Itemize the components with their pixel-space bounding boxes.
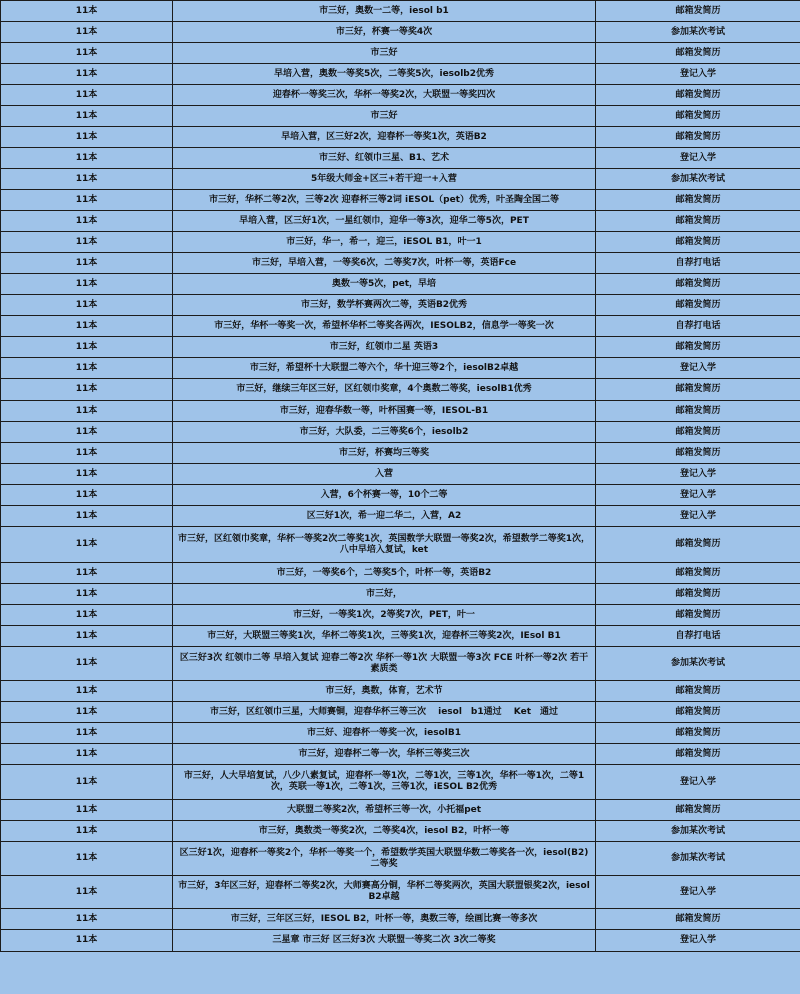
admission-cell: 邮箱发简历	[596, 106, 800, 127]
grade-cell: 11本	[1, 43, 173, 64]
achievements-cell: 市三好，华一，希一，迎三，iESOL B1，叶一1	[173, 232, 596, 253]
grade-cell: 11本	[1, 106, 173, 127]
table-row	[1, 64, 800, 85]
table-row	[1, 702, 800, 723]
admission-cell: 邮箱发简历	[596, 563, 800, 584]
admission-cell: 邮箱发简历	[596, 337, 800, 358]
achievements-cell: 区三好3次 红领巾二等 早培入复试 迎春二等2次 华杯一等1次 大联盟一等3次 FCE 叶杯一等2次 若干素质类	[173, 647, 596, 681]
grade-cell: 11本	[1, 506, 173, 527]
grade-cell: 11本	[1, 127, 173, 148]
table-row	[1, 190, 800, 211]
admission-cell: 自荐打电话	[596, 316, 800, 337]
table-row	[1, 127, 800, 148]
admission-cell: 邮箱发简历	[596, 681, 800, 702]
grade-cell: 11本	[1, 211, 173, 232]
achievements-cell: 市三好	[173, 43, 596, 64]
table-row	[1, 765, 800, 800]
achievements-cell: 市三好，迎春华数一等，叶杯国赛一等，IESOL-B1	[173, 401, 596, 422]
achievements-cell: 市三好，区红领巾三星，大师赛铜，迎春华杯三等三次 iesol b1通过 Ket 通过	[173, 702, 596, 723]
achievements-cell: 市三好，杯赛均三等奖	[173, 443, 596, 464]
grade-cell: 11本	[1, 765, 173, 800]
table-row	[1, 930, 800, 952]
admission-cell: 邮箱发简历	[596, 422, 800, 443]
achievements-cell: 市三好，早培入营，一等奖6次，二等奖7次，叶杯一等，英语Fce	[173, 253, 596, 274]
achievements-cell: 市三好，数学杯赛两次二等，英语B2优秀	[173, 295, 596, 316]
admission-cell: 邮箱发简历	[596, 527, 800, 563]
table-row	[1, 379, 800, 401]
admission-cell: 邮箱发简历	[596, 379, 800, 401]
achievements-cell: 5年级大师金+区三+若干迎一+入营	[173, 169, 596, 190]
table-row	[1, 647, 800, 681]
grade-cell: 11本	[1, 527, 173, 563]
table-row	[1, 401, 800, 422]
grade-cell: 11本	[1, 723, 173, 744]
achievements-cell: 市三好、红领巾三星、B1、艺术	[173, 148, 596, 169]
table-row	[1, 821, 800, 842]
table-row	[1, 563, 800, 584]
table-row	[1, 626, 800, 647]
achievements-cell: 市三好，三年区三好，IESOL B2，叶杯一等，奥数三等，绘画比赛一等多次	[173, 909, 596, 930]
admission-cell: 邮箱发简历	[596, 232, 800, 253]
grade-cell: 11本	[1, 169, 173, 190]
table-row	[1, 909, 800, 930]
achievements-cell: 市三好，华杯一等奖一次，希望杯华杯二等奖各两次，IESOLB2，信息学一等奖一次	[173, 316, 596, 337]
table-row	[1, 1, 800, 22]
admission-cell: 登记入学	[596, 464, 800, 485]
grade-cell: 11本	[1, 930, 173, 952]
achievements-cell: 三星章 市三好 区三好3次 大联盟一等奖二次 3次二等奖	[173, 930, 596, 952]
admission-cell: 邮箱发简历	[596, 605, 800, 626]
grade-cell: 11本	[1, 800, 173, 821]
grade-cell: 11本	[1, 358, 173, 379]
achievements-cell: 市三好，迎春杯二等一次，华杯三等奖三次	[173, 744, 596, 765]
table-row	[1, 337, 800, 358]
grade-cell: 11本	[1, 464, 173, 485]
admission-cell: 登记入学	[596, 64, 800, 85]
admission-cell: 邮箱发简历	[596, 43, 800, 64]
table-row	[1, 744, 800, 765]
admission-cell: 登记入学	[596, 930, 800, 952]
grade-cell: 11本	[1, 148, 173, 169]
grade-cell: 11本	[1, 702, 173, 723]
grade-cell: 11本	[1, 22, 173, 43]
admission-cell: 邮箱发简历	[596, 295, 800, 316]
admission-cell: 参加某次考试	[596, 842, 800, 876]
table-row	[1, 681, 800, 702]
table-row	[1, 85, 800, 106]
table-row	[1, 232, 800, 253]
grade-cell: 11本	[1, 563, 173, 584]
achievements-cell: 市三好，杯赛一等奖4次	[173, 22, 596, 43]
admission-cell: 参加某次考试	[596, 821, 800, 842]
admission-cell: 邮箱发简历	[596, 909, 800, 930]
table-row	[1, 43, 800, 64]
grade-cell: 11本	[1, 605, 173, 626]
achievements-cell: 市三好，奥数一二等，iesol b1	[173, 1, 596, 22]
grade-cell: 11本	[1, 190, 173, 211]
achievements-cell: 入营	[173, 464, 596, 485]
table-row	[1, 723, 800, 744]
admission-cell: 参加某次考试	[596, 647, 800, 681]
table-row	[1, 842, 800, 876]
table-row	[1, 316, 800, 337]
admission-cell: 邮箱发简历	[596, 723, 800, 744]
table-row	[1, 358, 800, 379]
achievements-cell: 市三好，大队委，二三等奖6个，iesolb2	[173, 422, 596, 443]
achievements-cell: 早培入营，奥数一等奖5次，二等奖5次，iesolb2优秀	[173, 64, 596, 85]
table-row	[1, 800, 800, 821]
grade-cell: 11本	[1, 647, 173, 681]
admission-cell: 登记入学	[596, 765, 800, 800]
achievements-cell: 大联盟二等奖2次，希望杯三等一次，小托福pet	[173, 800, 596, 821]
grade-cell: 11本	[1, 85, 173, 106]
grade-cell: 11本	[1, 274, 173, 295]
achievements-cell: 区三好1次，希一迎二华二，入营，A2	[173, 506, 596, 527]
grade-cell: 11本	[1, 232, 173, 253]
grade-cell: 11本	[1, 379, 173, 401]
achievements-cell: 市三好，一等奖1次，2等奖7次，PET，叶一	[173, 605, 596, 626]
admission-cell: 邮箱发简历	[596, 1, 800, 22]
achievements-cell: 市三好，大联盟三等奖1次，华杯二等奖1次，三等奖1次，迎春杯三等奖2次，IEsol B1	[173, 626, 596, 647]
achievements-cell: 市三好，奥数，体育，艺术节	[173, 681, 596, 702]
table-row	[1, 584, 800, 605]
grade-cell: 11本	[1, 626, 173, 647]
table-row	[1, 876, 800, 909]
grade-cell: 11本	[1, 821, 173, 842]
table-row	[1, 527, 800, 563]
achievements-cell: 市三好，继续三年区三好，区红领巾奖章，4个奥数二等奖，iesolB1优秀	[173, 379, 596, 401]
admission-cell: 参加某次考试	[596, 169, 800, 190]
admission-cell: 邮箱发简历	[596, 744, 800, 765]
grade-cell: 11本	[1, 744, 173, 765]
grade-cell: 11本	[1, 295, 173, 316]
table-row	[1, 211, 800, 232]
admission-cell: 自荐打电话	[596, 626, 800, 647]
admission-cell: 参加某次考试	[596, 22, 800, 43]
table-row	[1, 506, 800, 527]
grade-cell: 11本	[1, 1, 173, 22]
admission-cell: 邮箱发简历	[596, 211, 800, 232]
admission-cell: 登记入学	[596, 876, 800, 909]
admission-cell: 邮箱发简历	[596, 401, 800, 422]
achievements-cell: 市三好，	[173, 584, 596, 605]
achievements-cell: 早培入营，区三好2次，迎春杯一等奖1次，英语B2	[173, 127, 596, 148]
grade-cell: 11本	[1, 485, 173, 506]
grade-cell: 11本	[1, 316, 173, 337]
results-table-body	[1, 1, 800, 952]
table-row	[1, 22, 800, 43]
admission-cell: 邮箱发简历	[596, 190, 800, 211]
admission-cell: 邮箱发简历	[596, 800, 800, 821]
grade-cell: 11本	[1, 842, 173, 876]
grade-cell: 11本	[1, 422, 173, 443]
admission-cell: 登记入学	[596, 485, 800, 506]
achievements-cell: 奥数一等5次，pet，早培	[173, 274, 596, 295]
grade-cell: 11本	[1, 443, 173, 464]
achievements-cell: 区三好1次，迎春杯一等奖2个，华杯一等奖一个，希望数学英国大联盟华数二等奖各一次，iesol(B2)二等奖	[173, 842, 596, 876]
grade-cell: 11本	[1, 337, 173, 358]
achievements-cell: 市三好、迎春杯一等奖一次，iesolB1	[173, 723, 596, 744]
grade-cell: 11本	[1, 253, 173, 274]
admission-cell: 登记入学	[596, 148, 800, 169]
admission-cell: 邮箱发简历	[596, 443, 800, 464]
table-row	[1, 106, 800, 127]
achievements-cell: 市三好，希望杯十大联盟二等六个，华十迎三等2个，iesolB2卓越	[173, 358, 596, 379]
table-row	[1, 274, 800, 295]
grade-cell: 11本	[1, 681, 173, 702]
grade-cell: 11本	[1, 64, 173, 85]
achievements-cell: 市三好，奥数类一等奖2次，二等奖4次，iesol B2，叶杯一等	[173, 821, 596, 842]
admission-cell: 自荐打电话	[596, 253, 800, 274]
admission-cell: 登记入学	[596, 358, 800, 379]
admission-cell: 登记入学	[596, 506, 800, 527]
admission-cell: 邮箱发简历	[596, 127, 800, 148]
table-row	[1, 169, 800, 190]
table-row	[1, 148, 800, 169]
achievements-cell: 入营，6个杯赛一等，10个二等	[173, 485, 596, 506]
achievements-cell: 市三好	[173, 106, 596, 127]
table-row	[1, 485, 800, 506]
admission-cell: 邮箱发简历	[596, 702, 800, 723]
grade-cell: 11本	[1, 584, 173, 605]
achievements-cell: 市三好，3年区三好，迎春杯二等奖2次，大师赛高分铜，华杯二等奖两次，英国大联盟银奖2次，iesol B2卓越	[173, 876, 596, 909]
achievements-cell: 早培入营，区三好1次，一星红领巾，迎华一等3次，迎华二等5次，PET	[173, 211, 596, 232]
grade-cell: 11本	[1, 876, 173, 909]
table-row	[1, 422, 800, 443]
admission-cell: 邮箱发简历	[596, 584, 800, 605]
grade-cell: 11本	[1, 909, 173, 930]
admission-cell: 邮箱发简历	[596, 274, 800, 295]
admission-cell: 邮箱发简历	[596, 85, 800, 106]
table-row	[1, 443, 800, 464]
table-row	[1, 605, 800, 626]
achievements-cell: 市三好，华杯二等2次，三等2次 迎春杯三等2词 iESOL（pet）优秀，叶圣陶全国二等	[173, 190, 596, 211]
achievements-cell: 市三好，区红领巾奖章，华杯一等奖2次二等奖1次，英国数学大联盟一等奖2次，希望数学二等奖1次，八中早培入复试，ket	[173, 527, 596, 563]
grade-cell: 11本	[1, 401, 173, 422]
achievements-cell: 迎春杯一等奖三次，华杯一等奖2次，大联盟一等奖四次	[173, 85, 596, 106]
achievements-cell: 市三好，红领巾二星 英语3	[173, 337, 596, 358]
achievements-cell: 市三好，人大早培复试，八少八素复试，迎春杯一等1次，二等1次，三等1次，华杯一等1次，二等1次，英联一等1次，二等1次，三等1次，iESOL B2优秀	[173, 765, 596, 800]
table-row	[1, 253, 800, 274]
achievements-cell: 市三好，一等奖6个，二等奖5个，叶杯一等，英语B2	[173, 563, 596, 584]
table-row	[1, 295, 800, 316]
table-row	[1, 464, 800, 485]
